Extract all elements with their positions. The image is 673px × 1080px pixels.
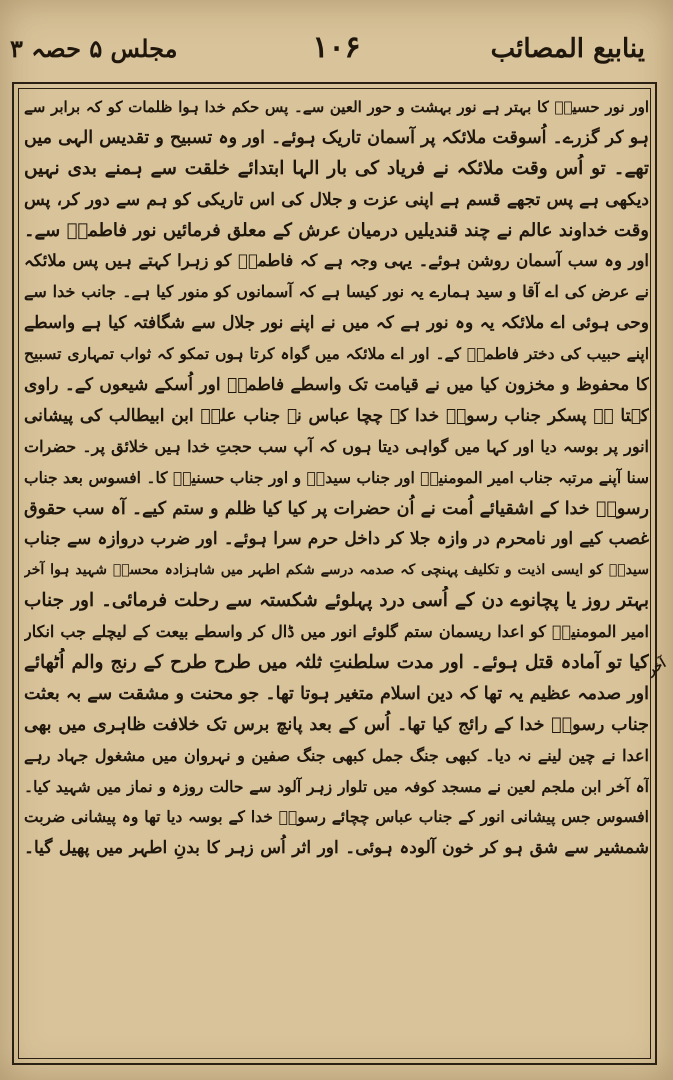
text-line: بہتر روز یا پچانوے دن کے اُسی درد پہلوئے شکستہ سے رحلت فرمائی۔ اور جناب (24, 590, 649, 612)
text-line: دیکھی ہے پس تجھے قسم ہے اپنی عزت و جلال کی اس تاریکی کو ہم سے دور کر، پس (24, 189, 649, 210)
text-line: نے عرض کی اے آقا و سید ہمارے یہ نور کیسا ہے کہ آسمانوں کو منور کیا ہے۔ جانب خدا سے (24, 282, 649, 302)
text-line: افسوس جس پیشانی انور کے جناب عباس چچائے رسولؐ خدا کے بوسہ دیا تھا وہ پیشانی ضربت (24, 807, 649, 827)
page-number: ۱۰۶ (312, 30, 361, 65)
text-line: اور وہ سب آسمان روشن ہوئے۔ یہی وجہ ہے کہ فاطمہؑ کو زہرا کہتے ہیں پس ملائکہ (24, 251, 649, 271)
text-line: غصب کیے اور نامحرم در وازہ جلا کر داخل حرم سرا ہوئے۔ اور ضرب دروازہ سے جناب (24, 529, 649, 550)
body-text (24, 92, 649, 864)
text-line: سنا آپنے مرتبہ جناب امیر المومنینؑ اور جناب سیدہؑ و اور جناب حسنینؑ کا۔ افسوس بعد جناب (24, 467, 649, 487)
text-line: شمشیر سے شق ہو کر خون آلودہ ہوئی۔ اور اثر اُس زہر کا بدنِ اطہر میں پھیل گیا۔ (24, 838, 649, 859)
text-line: انور پر بوسہ دیا اور کہا میں گواہی دیتا ہوں کہ آپ سب حجتِ خدا ہیں خلائق پر۔ حضرات (24, 436, 649, 456)
text-line: اپنے حبیب کی دختر فاطمہؑ کے۔ اور اے ملائکہ میں گواہ کرتا ہوں تمکو کہ ثواب تمہاری تسبیح (24, 344, 649, 364)
text-line: تھے۔ تو اُس وقت ملائکہ نے فریاد کی بار الہا ابتدائے خلقت سے ہمنے بدی نہیں (24, 157, 649, 179)
text-line: امیر المومنینؑ کو اعدا ریسمان ستم گلوئے انور میں ڈال کر واسطے بیعت کے لیچلے جب انکار (24, 622, 649, 642)
page-header (0, 0, 673, 78)
text-line: وحی ہوئی اے ملائکہ یہ وہ نور ہے کہ میں نے اپنے نور جلال سے شگافتہ کیا ہے واسطے (24, 313, 649, 334)
text-line: اور نور حسینؑ کا بہتر ہے نور بہشت و حور العین سے۔ پس حکم خدا ہوا ظلمات کو کہ برابر سے (24, 98, 649, 116)
text-line: کا محفوظ و مخزون کیا میں نے قیامت تک واسطے فاطمہؑ اور اُسکے شیعوں کے۔ راوی (24, 375, 649, 396)
margin-note: آخر (645, 656, 669, 679)
text-line: اور صدمہ عظیم یہ تھا کہ دین اسلام متغیر ہوتا تھا۔ جو محنت و مشقت سے بہ بعثت (24, 683, 649, 704)
text-line: آہ آخر ابن ملجم لعین نے مسجد کوفہ میں تلوار زہر آلود سے حالت روزہ و نماز میں شہید کیا۔ (24, 776, 649, 796)
text-line: ہو کر گزرے۔ اُسوقت ملائکہ پر آسمان تاریک ہوئے۔ اور وہ تسبیح و تقدیس الہی میں (24, 127, 649, 148)
book-title: ینابیع المصائب (490, 34, 645, 64)
text-line: رسولؐ خدا کے اشقیائے اُمت نے اُن حضرات پر کیا کیا ظلم و ستم کیے۔ آہ سب حقوق (24, 498, 649, 519)
section-label: مجلس ۵ حصہ ۳ (10, 34, 178, 63)
text-line: کہتا ہے پسکر جناب رسولؐ خدا کے چچا عباس نے جناب علیؑ ابن ابیطالب کی پیشانی (24, 405, 649, 426)
text-line: کیا تو آمادہ قتل ہوئے۔ اور مدت سلطنتِ ثلثہ میں طرح طرح کے رنج والم اُٹھائے (24, 652, 649, 674)
text-line: سیدہؑ کو ایسی اذیت و تکلیف پہنچی کہ صدمہ درسے شکم اطہر میں شاہزادہ محسنؑ شہید ہوا آخر (24, 562, 649, 579)
text-line: جناب رسولؐ خدا کے رائج کیا تھا۔ اُس کے بعد پانچ برس تک خلافت ظاہری میں بھی (24, 714, 649, 735)
text-line: وقت خداوند عالم نے چند قندیلیں درمیان عرش کے معلق فرمائیں نور فاطمہؑ سے۔ (24, 219, 649, 241)
text-line: اعدا نے چین لینے نہ دیا۔ کبھی جنگ جمل کبھی جنگ صفین و نہروان میں مشغول جہاد رہے (24, 745, 649, 765)
